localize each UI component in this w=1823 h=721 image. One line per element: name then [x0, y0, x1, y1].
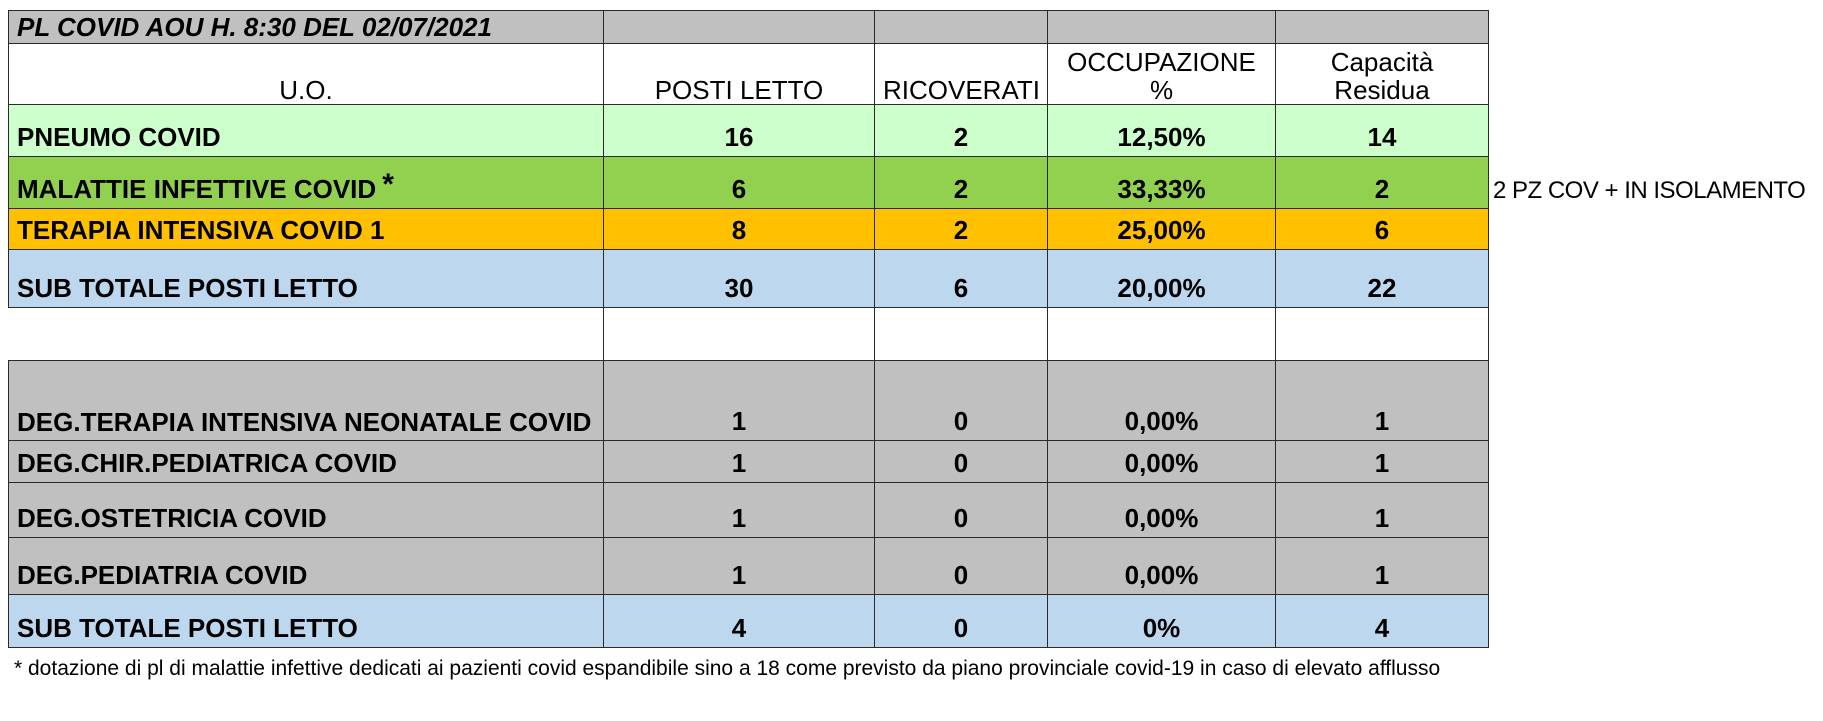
table-row: [9, 105, 1489, 157]
table-row: [9, 361, 1489, 441]
capacita-cell: 14: [1276, 105, 1489, 157]
capacita-cell: 22: [1276, 250, 1489, 308]
spacer-cell: [604, 308, 875, 361]
posti-cell: 8: [604, 209, 875, 250]
ricoverati-cell: 0: [875, 595, 1048, 648]
row-label: DEG.TERAPIA INTENSIVA NEONATALE COVID: [9, 361, 604, 441]
capacita-cell: 1: [1276, 483, 1489, 538]
ricoverati-cell: 0: [875, 361, 1048, 441]
ricoverati-cell: 6: [875, 250, 1048, 308]
posti-cell: 30: [604, 250, 875, 308]
header-posti-letto: POSTI LETTO: [604, 44, 875, 105]
bed-occupancy-table: [8, 10, 1489, 648]
spacer-cell: [9, 308, 604, 361]
header-uo: U.O.: [9, 44, 604, 105]
footnote: * dotazione di pl di malattie infettive dedicati ai pazienti covid espandibile sino a 18 come previsto da piano provinciale covid-19 in caso di elevato afflusso: [14, 657, 1441, 680]
spacer-cell: [875, 308, 1048, 361]
title-row: [9, 11, 1489, 44]
occupazione-cell: 12,50%: [1048, 105, 1276, 157]
ricoverati-cell: 2: [875, 105, 1048, 157]
posti-cell: 6: [604, 157, 875, 209]
ricoverati-cell: 0: [875, 483, 1048, 538]
occupazione-cell: 33,33%: [1048, 157, 1276, 209]
row-label: TERAPIA INTENSIVA COVID 1: [9, 209, 604, 250]
row-label: MALATTIE INFETTIVE COVID: [17, 174, 377, 204]
ricoverati-cell: 2: [875, 157, 1048, 209]
title-filler-cell: [1048, 11, 1276, 44]
ricoverati-cell: 0: [875, 538, 1048, 595]
header-ricoverati: RICOVERATI: [875, 44, 1048, 105]
header-capacita: Capacità Residua: [1276, 44, 1489, 105]
table-row: [9, 441, 1489, 483]
posti-cell: 1: [604, 441, 875, 483]
occupazione-cell: 0,00%: [1048, 441, 1276, 483]
occupazione-cell: 20,00%: [1048, 250, 1276, 308]
row-label: DEG.PEDIATRIA COVID: [9, 538, 604, 595]
posti-cell: 1: [604, 361, 875, 441]
occupazione-cell: 0,00%: [1048, 483, 1276, 538]
subtotal-row: [9, 250, 1489, 308]
occupazione-cell: 0,00%: [1048, 361, 1276, 441]
row-label: SUB TOTALE POSTI LETTO: [9, 595, 604, 648]
row-label: SUB TOTALE POSTI LETTO: [9, 250, 604, 308]
spacer-cell: [1048, 308, 1276, 361]
occupazione-cell: 0,00%: [1048, 538, 1276, 595]
subtotal-row: [9, 595, 1489, 648]
title-filler-cell: [604, 11, 875, 44]
table-title: PL COVID AOU H. 8:30 DEL 02/07/2021: [9, 11, 604, 44]
posti-cell: 1: [604, 483, 875, 538]
capacita-cell: 2: [1276, 157, 1489, 209]
row-label: DEG.CHIR.PEDIATRICA COVID: [9, 441, 604, 483]
occupazione-cell: 25,00%: [1048, 209, 1276, 250]
side-note: 2 PZ COV + IN ISOLAMENTO: [1493, 177, 1806, 204]
table-row: [9, 483, 1489, 538]
table-row: [9, 209, 1489, 250]
footnote-marker: *: [382, 168, 394, 201]
row-label-cell: [9, 157, 604, 209]
table-row: [9, 538, 1489, 595]
spacer-cell: [1276, 308, 1489, 361]
occupazione-cell: 0%: [1048, 595, 1276, 648]
title-filler-cell: [1276, 11, 1489, 44]
posti-cell: 16: [604, 105, 875, 157]
capacita-cell: 6: [1276, 209, 1489, 250]
header-row: [9, 44, 1489, 105]
capacita-cell: 4: [1276, 595, 1489, 648]
row-label: DEG.OSTETRICIA COVID: [9, 483, 604, 538]
title-filler-cell: [875, 11, 1048, 44]
row-label: PNEUMO COVID: [9, 105, 604, 157]
capacita-cell: 1: [1276, 361, 1489, 441]
posti-cell: 1: [604, 538, 875, 595]
posti-cell: 4: [604, 595, 875, 648]
ricoverati-cell: 0: [875, 441, 1048, 483]
spacer-row: [9, 308, 1489, 361]
table-row: [9, 157, 1489, 209]
capacita-cell: 1: [1276, 538, 1489, 595]
header-occupazione: OCCUPAZIONE %: [1048, 44, 1276, 105]
ricoverati-cell: 2: [875, 209, 1048, 250]
capacita-cell: 1: [1276, 441, 1489, 483]
